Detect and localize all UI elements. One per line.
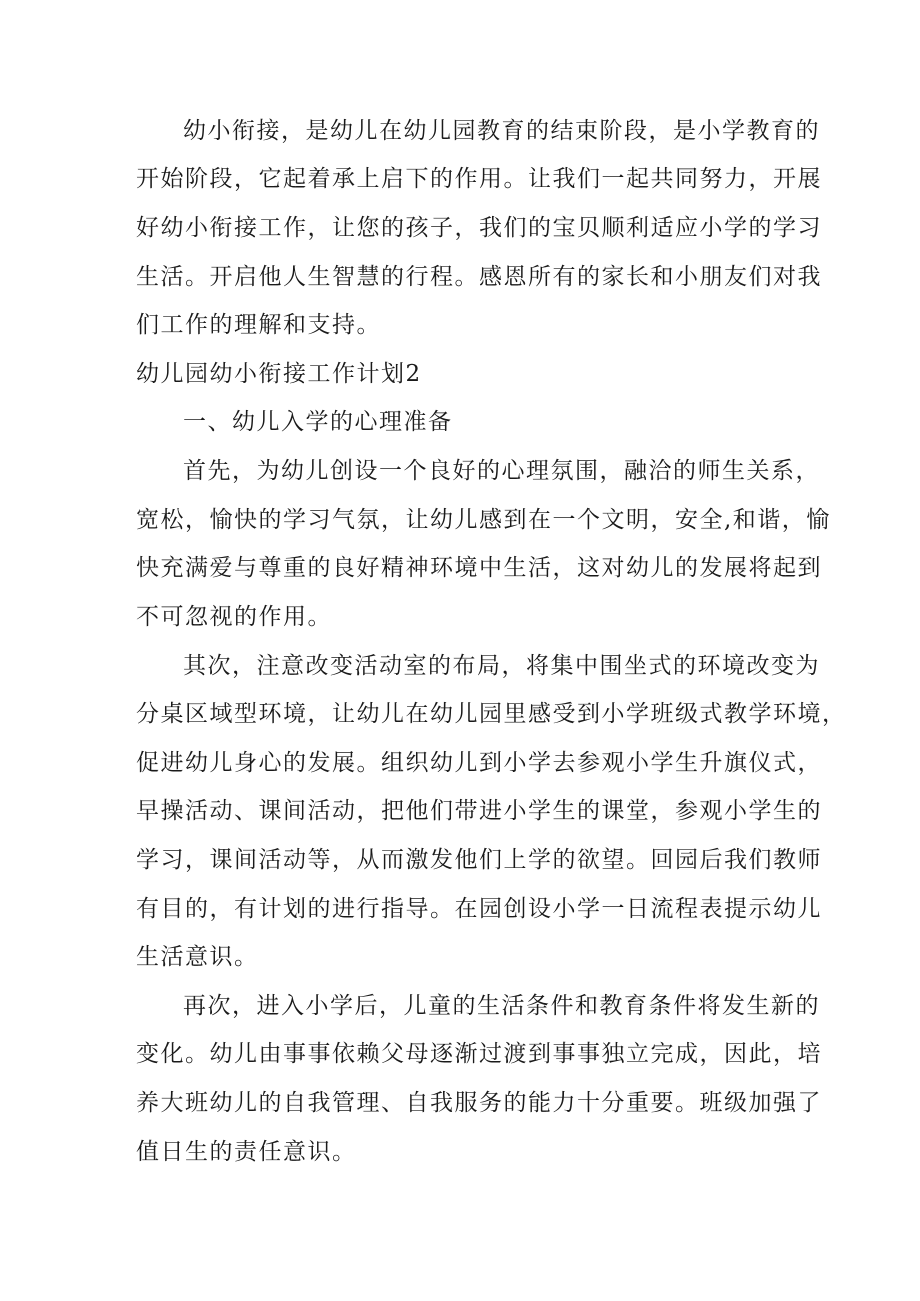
paragraph-4-line-2: 变化。幼儿由事事依赖父母逐渐过渡到事事独立完成，因此，培 [136,1041,822,1067]
section-heading: 幼儿园幼小衔接工作计划2 [136,361,422,387]
paragraph-3-line-6: 有目的，有计划的进行指导。在园创设小学一日流程表提示幼儿 [136,896,822,922]
paragraph-3-line-5: 学习，课间活动等，从而激发他们上学的欲望。回园后我们教师 [136,847,822,873]
paragraph-3-line-2: 分桌区域型环境，让幼儿在幼儿园里感受到小学班级式教学环境， [136,701,847,727]
paragraph-1-line-4: 生活。开启他人生智慧的行程。感恩所有的家长和小朋友们对我 [136,264,822,290]
paragraph-3-line-3: 促进幼儿身心的发展。组织幼儿到小学去参观小学生升旗仪式， [136,750,822,776]
paragraph-1-line-1: 幼小衔接，是幼儿在幼儿园教育的结束阶段，是小学教育的 [183,118,820,144]
paragraph-1-line-5: 们工作的理解和支持。 [136,312,381,338]
paragraph-4-line-3: 养大班幼儿的自我管理、自我服务的能力十分重要。班级加强了 [136,1090,822,1116]
paragraph-2-line-3: 快充满爱与尊重的良好精神环境中生活，这对幼儿的发展将起到 [136,555,822,581]
paragraph-1-line-2: 开始阶段，它起着承上启下的作用。让我们一起共同努力，开展 [136,166,822,192]
paragraph-4-line-1: 再次，进入小学后，儿童的生活条件和教育条件将发生新的 [183,993,820,1019]
paragraph-4-line-4: 值日生的责任意识。 [136,1139,357,1165]
paragraph-3-line-7: 生活意识。 [136,944,259,970]
paragraph-2-line-4: 不可忽视的作用。 [136,604,332,630]
subsection-heading: 一、幼儿入学的心理准备 [183,409,453,435]
paragraph-2-line-1: 首先，为幼儿创设一个良好的心理氛围，融洽的师生关系， [183,458,820,484]
paragraph-3-line-1: 其次，注意改变活动室的布局，将集中围坐式的环境改变为 [183,653,820,679]
paragraph-1-line-3: 好幼小衔接工作，让您的孩子，我们的宝贝顺利适应小学的学习 [136,215,822,241]
paragraph-2-line-2: 宽松，愉快的学习气氛，让幼儿感到在一个文明，安全,和谐，愉 [136,507,831,533]
paragraph-3-line-4: 早操活动、课间活动，把他们带进小学生的课堂，参观小学生的 [136,798,822,824]
